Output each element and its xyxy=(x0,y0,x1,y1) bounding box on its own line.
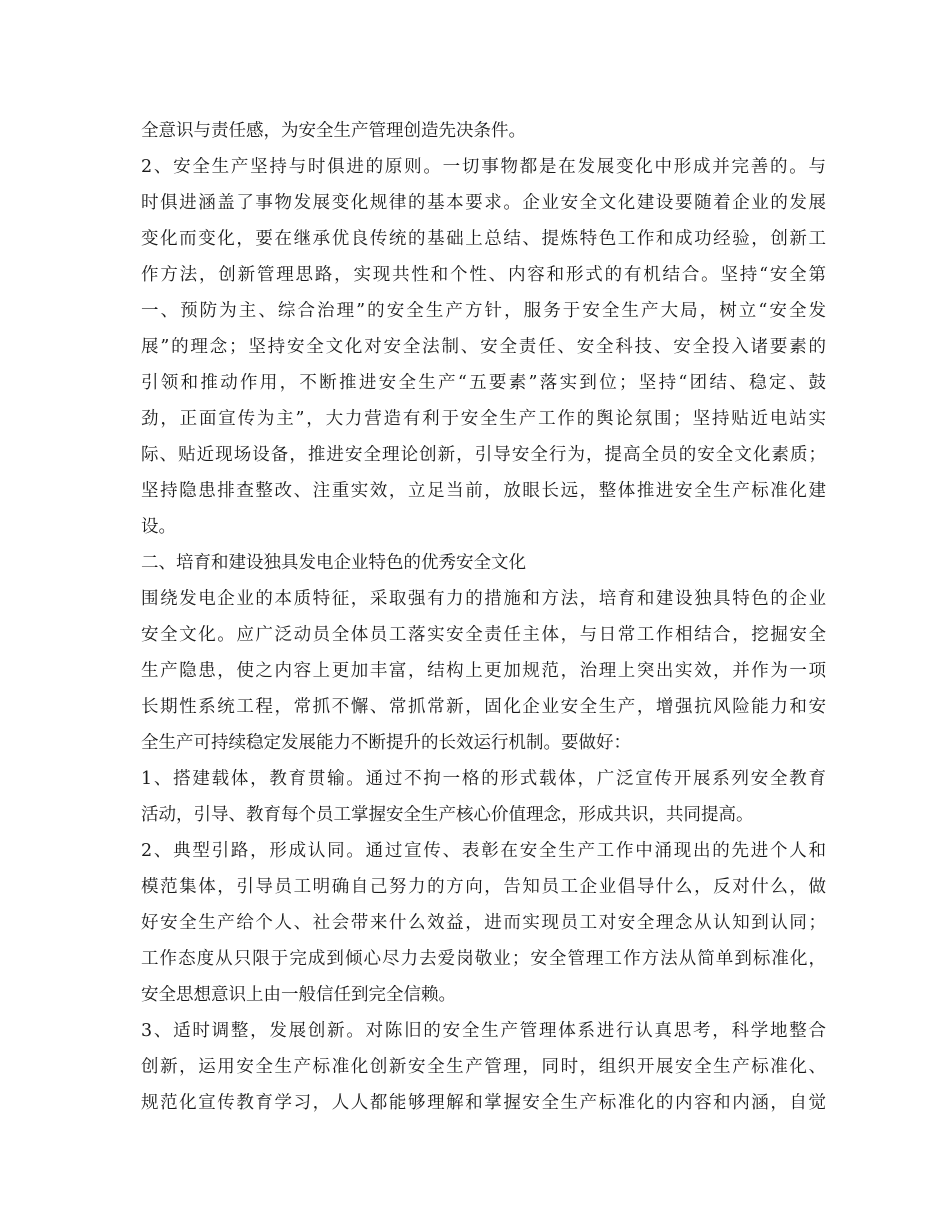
text-line: 活动，引导、教育每个员工掌握安全生产核心价值理念，形成共识，共同提高。 xyxy=(141,805,754,825)
text-line: 一、预防为主、综合治理”的安全生产方针，服务于安全生产大局，树立“安全发 xyxy=(141,301,826,321)
document-body xyxy=(141,113,826,1121)
text-line: 坚持隐患排查整改、注重实效，立足当前，放眼长远，整体推进安全生产标准化建 xyxy=(141,481,826,501)
text-line: 3、适时调整，发展创新。对陈旧的安全生产管理体系进行认真思考，科学地整合 xyxy=(141,1021,826,1041)
text-line: 2、安全生产坚持与时俱进的原则。一切事物都是在发展变化中形成并完善的。与 xyxy=(141,157,826,177)
text-line: 安全思想意识上由一般信任到完全信赖。 xyxy=(141,985,456,1005)
text-line: 变化而变化，要在继承优良传统的基础上总结、提炼特色工作和成功经验，创新工 xyxy=(141,229,826,249)
text-line: 全意识与责任感，为安全生产管理创造先决条件。 xyxy=(141,121,526,141)
text-line: 生产隐患，使之内容上更加丰富，结构上更加规范，治理上突出实效，并作为一项 xyxy=(141,661,826,681)
text-line: 规范化宣传教育学习，人人都能够理解和掌握安全生产标准化的内容和内涵，自觉 xyxy=(141,1093,826,1113)
text-line: 好安全生产给个人、社会带来什么效益，进而实现员工对安全理念从认知到认同； xyxy=(141,913,826,933)
text-line: 设。 xyxy=(141,517,176,537)
text-line: 1、搭建载体，教育贯输。通过不拘一格的形式载体，广泛宣传开展系列安全教育 xyxy=(141,769,826,789)
text-line: 作方法，创新管理思路，实现共性和个性、内容和形式的有机结合。坚持“安全第 xyxy=(141,265,826,285)
text-line: 全生产可持续稳定发展能力不断提升的长效运行机制。要做好： xyxy=(141,733,631,753)
text-line: 创新，运用安全生产标准化创新安全生产管理，同时，组织开展安全生产标准化、 xyxy=(141,1057,826,1077)
text-line: 时俱进涵盖了事物发展变化规律的基本要求。企业安全文化建设要随着企业的发展 xyxy=(141,193,826,213)
text-line: 展”的理念；坚持安全文化对安全法制、安全责任、安全科技、安全投入诸要素的 xyxy=(141,337,826,357)
text-line: 长期性系统工程，常抓不懈、常抓常新，固化企业安全生产，增强抗风险能力和安 xyxy=(141,697,826,717)
text-line: 安全文化。应广泛动员全体员工落实安全责任主体，与日常工作相结合，挖掘安全 xyxy=(141,625,826,645)
text-line: 劲，正面宣传为主”，大力营造有利于安全生产工作的舆论氛围；坚持贴近电站实 xyxy=(141,409,826,429)
text-line: 围绕发电企业的本质特征，采取强有力的措施和方法，培育和建设独具特色的企业 xyxy=(141,589,826,609)
text-line: 工作态度从只限于完成到倾心尽力去爱岗敬业；安全管理工作方法从简单到标准化， xyxy=(141,949,826,969)
text-line: 际、贴近现场设备，推进安全理论创新，引导安全行为，提高全员的安全文化素质； xyxy=(141,445,826,465)
text-line: 2、典型引路，形成认同。通过宣传、表彰在安全生产工作中涌现出的先进个人和 xyxy=(141,841,826,861)
text-line: 二、培育和建设独具发电企业特色的优秀安全文化 xyxy=(141,553,526,573)
text-line: 引领和推动作用，不断推进安全生产“五要素”落实到位；坚持“团结、稳定、鼓 xyxy=(141,373,826,393)
text-line: 模范集体，引导员工明确自己努力的方向，告知员工企业倡导什么，反对什么，做 xyxy=(141,877,826,897)
